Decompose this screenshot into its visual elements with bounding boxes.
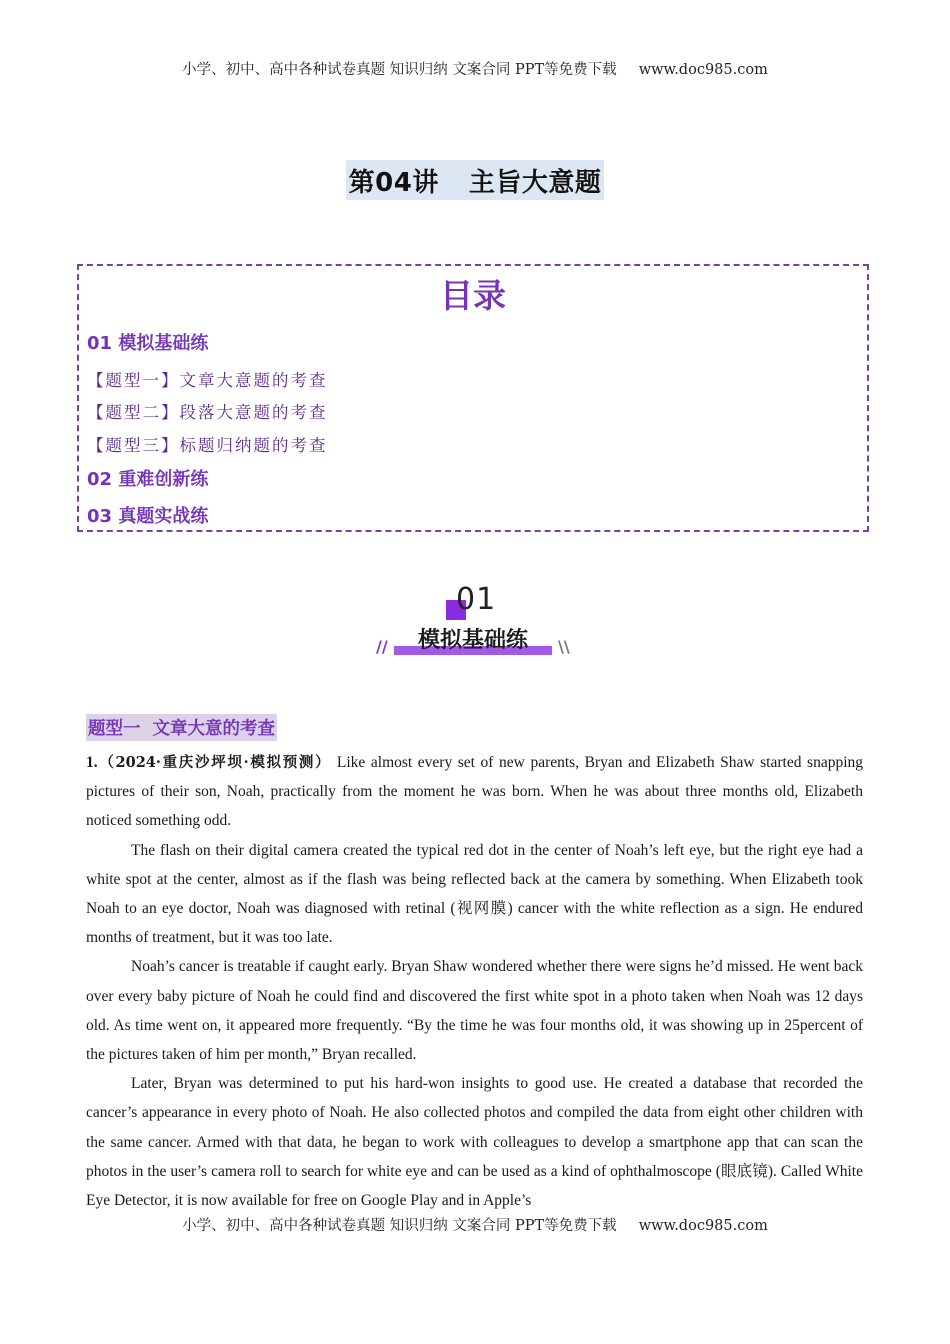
toc-item-type-3[interactable]: 【题型三】标题归纳题的考查 [87,436,328,455]
paragraph [86,748,863,836]
question-type-heading [86,714,277,741]
header-text: 小学、初中、高中各种试卷真题 知识归纳 文案合同 PPT等免费下载 [182,62,617,78]
header-url[interactable]: www.doc985.com [638,62,768,78]
toc-heading: 目录 [440,276,506,315]
footer-url[interactable]: www.doc985.com [638,1218,768,1234]
toc-section-01[interactable]: 01 模拟基础练 [87,333,209,354]
question-type-topic: 文章大意的考查 [152,719,275,739]
title-topic: 主旨大意题 [468,168,602,198]
page-header [0,58,950,79]
badge-number: 01 [456,582,497,617]
slash-right-icon: \\ [558,637,570,656]
table-of-contents [77,264,869,532]
title-wrap [0,160,950,200]
paragraph: Noah’s cancer is treatable if caught early. Bryan Shaw wondered whether there were signs he’d missed. He went back over every baby picture of Noah he could find and discovered the first white spot in a photo taken when Noah was 12 days old. As time went on, it appeared more frequently. “By the time he was four months old, it was showing up in 25percent of the pictures taken of him per month,” Bryan recalled. [86,958,863,1064]
toc-item-type-1[interactable]: 【题型一】文章大意题的考查 [87,371,328,390]
paragraph: Later, Bryan was determined to put his hard-won insights to good use. He created a database that recorded the cancer’s appearance in every photo of Noah. He also collected photos and compiled the data from eight other children with the same cancer. Armed with that data, he began to work with colleagues to develop a smartphone app that can scan the photos in the user’s camera roll to search for white eye and can be used as a kind of ophthalmoscope (眼底镜). Called White Eye Detector, it is now available for free on Google Play and in Apple’s [86,1075,863,1210]
badge-label: 模拟基础练 [417,628,528,653]
question-type-number: 题型一 [88,719,141,739]
slash-left-icon: // [376,637,388,656]
section-badge [370,580,580,660]
question-body [86,748,863,1215]
page-footer [0,1214,950,1235]
paragraph-text: Like almost every set of new parents, Bryan and Elizabeth Shaw started snapping pictures of their son, Noah, practically from the moment he was born. When he was about three months old, Elizabeth noticed something odd. [86,754,864,830]
toc-item-type-2[interactable]: 【题型二】段落大意题的考查 [87,403,328,422]
page-title [346,160,605,200]
question-source: （2024·重庆沙坪坝·模拟预测） [97,754,332,771]
question-number: 1. [86,754,98,771]
footer-text: 小学、初中、高中各种试卷真题 知识归纳 文案合同 PPT等免费下载 [182,1218,617,1234]
toc-section-02[interactable]: 02 重难创新练 [87,469,209,490]
paragraph: The flash on their digital camera created the typical red dot in the center of Noah’s left eye, but the right eye had a white spot at the center, almost as if the flash was being reflected back at the camera by something. When Elizabeth took Noah to an eye doctor, Noah was diagnosed with retinal (视网膜) cancer with the white reflection as a sign. He endured months of treatment, but it was too late. [86,841,863,947]
toc-section-03[interactable]: 03 真题实战练 [87,506,209,527]
title-lecture-number: 第04讲 [348,168,439,198]
